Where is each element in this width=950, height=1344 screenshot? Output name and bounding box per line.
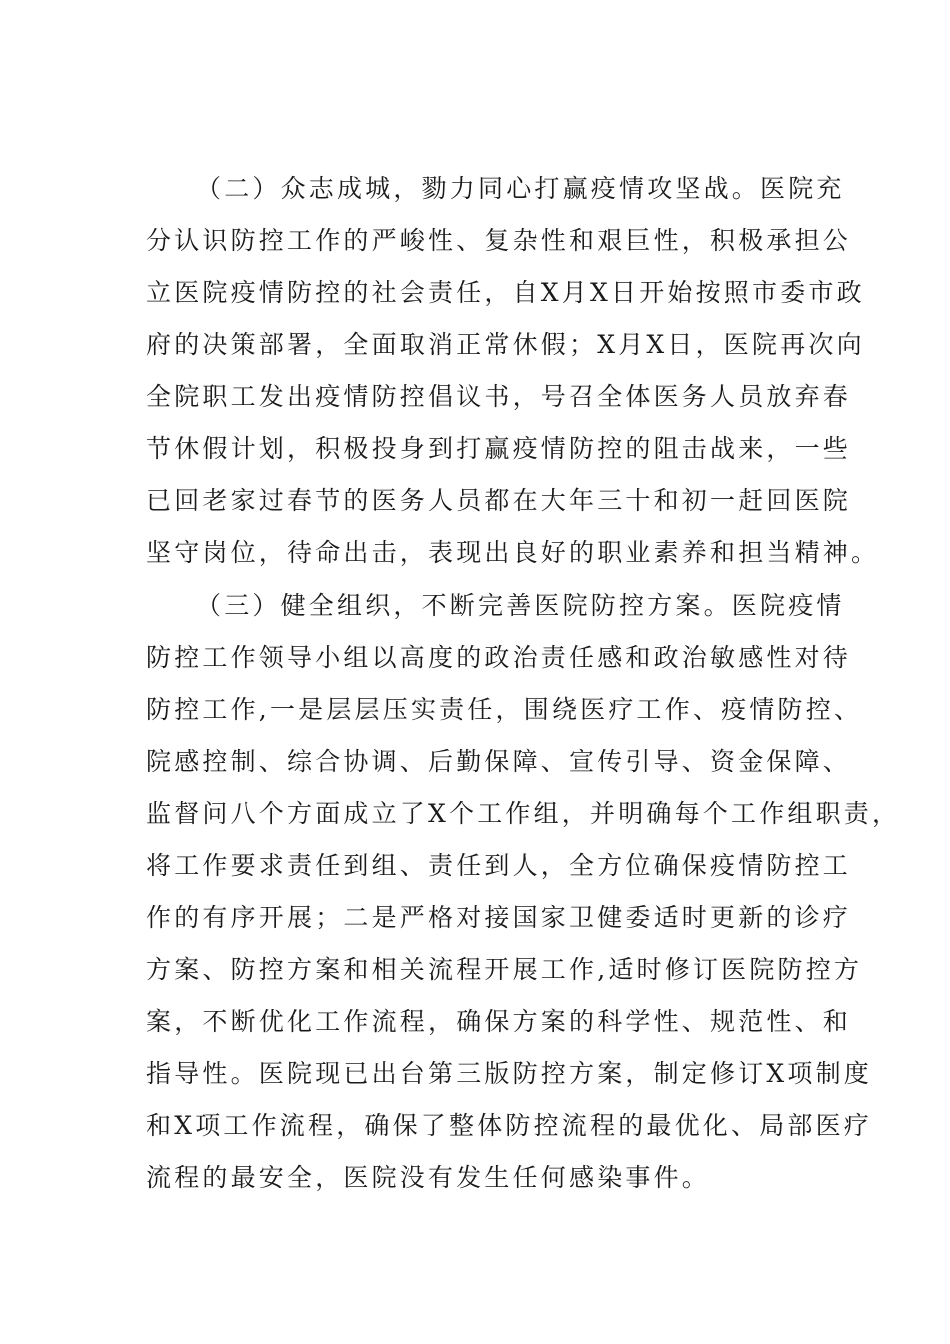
paragraph-line: （二）众志成城，勠力同心打赢疫情攻坚战。医院充 xyxy=(196,174,845,203)
paragraph-line: 监督问八个方面成立了X个工作组，并明确每个工作组职责， xyxy=(146,799,901,828)
paragraph-line: 和X项工作流程，确保了整体防控流程的最优化、局部医疗 xyxy=(146,1111,873,1140)
paragraph-line: 府的决策部署，全面取消正常休假；X月X日，医院再次向 xyxy=(146,330,865,359)
paragraph-line: 作的有序开展；二是严格对接国家卫健委适时更新的诊疗 xyxy=(146,903,852,932)
paragraph-line: 坚守岗位，待命出击，表现出良好的职业素养和担当精神。 xyxy=(146,538,880,567)
paragraph-line: 分认识防控工作的严峻性、复杂性和艰巨性，积极承担公 xyxy=(146,226,852,255)
paragraph-3 xyxy=(146,580,901,1204)
paragraph-line: 已回老家过春节的医务人员都在大年三十和初一赶回医院 xyxy=(146,486,852,515)
paragraph-line: 立医院疫情防控的社会责任，自X月X日开始按照市委市政 xyxy=(146,278,865,307)
paragraph-line: 方案、防控方案和相关流程开展工作,适时修订医院防控方 xyxy=(146,955,863,984)
paragraph-line: 指导性。医院现已出台第三版防控方案，制定修订X项制度 xyxy=(146,1059,873,1088)
paragraph-line: 院感控制、综合协调、后勤保障、宣传引导、资金保障、 xyxy=(146,747,852,776)
paragraph-line: 节休假计划，积极投身到打赢疫情防控的阻击战来，一些 xyxy=(146,434,852,463)
paragraph-line: （三）健全组织，不断完善医院防控方案。医院疫情 xyxy=(196,591,845,620)
paragraph-2 xyxy=(146,163,880,579)
paragraph-line: 将工作要求责任到组、责任到人，全方位确保疫情防控工 xyxy=(146,851,852,880)
paragraph-line: 流程的最安全，医院没有发生任何感染事件。 xyxy=(146,1163,711,1192)
paragraph-line: 全院职工发出疫情防控倡议书，号召全体医务人员放弃春 xyxy=(146,382,852,411)
paragraph-line: 案，不断优化工作流程，确保方案的科学性、规范性、和 xyxy=(146,1007,852,1036)
paragraph-line: 防控工作领导小组以高度的政治责任感和政治敏感性对待 xyxy=(146,643,852,672)
paragraph-line: 防控工作,一是层层压实责任，围绕医疗工作、疫情防控、 xyxy=(146,695,863,724)
